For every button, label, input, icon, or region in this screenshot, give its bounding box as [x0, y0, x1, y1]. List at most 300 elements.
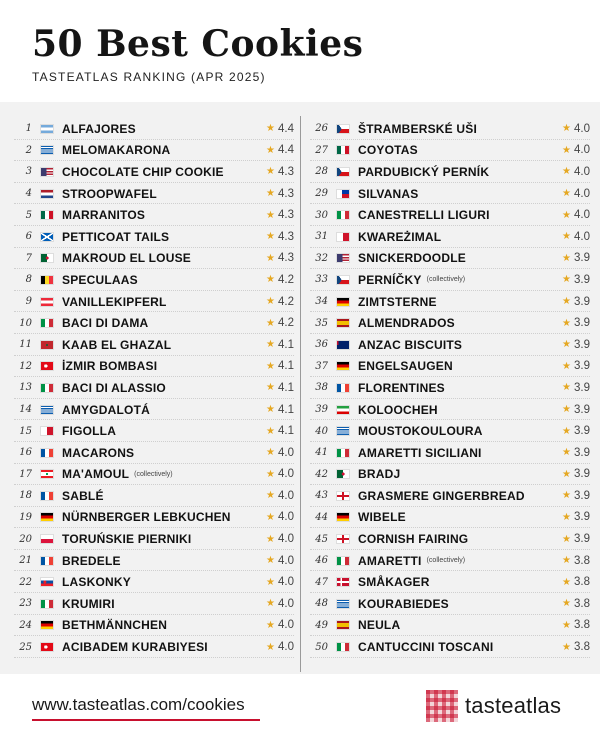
header	[32, 22, 572, 84]
flag-belgium-icon	[40, 275, 54, 285]
rank-number: 20	[19, 533, 32, 545]
star-icon: ★	[562, 641, 571, 653]
star-icon: ★	[562, 447, 571, 459]
flag-germany-icon	[40, 512, 54, 522]
flag-malta-icon	[40, 426, 54, 436]
rating	[562, 334, 590, 356]
ranking-row	[14, 356, 294, 378]
ranking-column-right	[310, 118, 590, 658]
star-icon: ★	[266, 619, 275, 631]
ranking-column-left	[14, 118, 294, 658]
rank-number: 43	[315, 490, 328, 502]
rating-value: 4.0	[574, 122, 590, 135]
page-title: 50 Best Cookies	[32, 23, 364, 65]
flag-philippines-icon	[336, 189, 350, 199]
rating	[562, 442, 590, 464]
rank-number: 22	[19, 576, 32, 588]
cookie-name[interactable]: PARDUBICKÝ PERNÍK	[358, 164, 490, 179]
ranking-row	[310, 399, 590, 421]
rank-number: 44	[315, 511, 328, 523]
ranking-panel	[0, 102, 600, 674]
flag-germany-icon	[336, 512, 350, 522]
star-icon: ★	[562, 555, 571, 567]
rating	[562, 312, 590, 334]
star-icon: ★	[266, 252, 275, 264]
rank-number: 37	[315, 360, 328, 372]
flag-morocco-icon	[40, 340, 54, 350]
star-icon: ★	[266, 360, 275, 372]
rank-number: 45	[315, 533, 328, 545]
flag-england-icon	[336, 491, 350, 501]
star-icon: ★	[266, 641, 275, 653]
ranking-row	[310, 248, 590, 270]
ranking-row	[310, 528, 590, 550]
rating-value: 4.0	[278, 446, 294, 459]
rating-value: 4.1	[278, 403, 294, 416]
ranking-row	[310, 118, 590, 140]
flag-czechia-icon	[336, 124, 350, 134]
rating	[266, 248, 294, 270]
flag-algeria-icon	[336, 469, 350, 479]
flag-italy-icon	[336, 642, 350, 652]
rating-value: 3.8	[574, 554, 590, 567]
rating	[562, 118, 590, 140]
rating-value: 4.2	[278, 273, 294, 286]
star-icon: ★	[266, 447, 275, 459]
star-icon: ★	[562, 404, 571, 416]
rank-number: 38	[315, 382, 328, 394]
rating	[266, 334, 294, 356]
ranking-row	[310, 442, 590, 464]
ranking-row	[14, 291, 294, 313]
flag-australia-icon	[336, 340, 350, 350]
cookie-name[interactable]: GRASMERE GINGERBREAD	[358, 488, 525, 503]
cookie-name[interactable]: STROOPWAFEL	[62, 186, 157, 201]
ranking-row	[14, 571, 294, 593]
rating-value: 3.8	[574, 576, 590, 589]
cookie-name[interactable]: KOLOOCHEH	[358, 402, 438, 417]
star-icon: ★	[562, 360, 571, 372]
ranking-row	[310, 161, 590, 183]
rating-value: 4.0	[278, 619, 294, 632]
cookie-name[interactable]: CANESTRELLI LIGURI	[358, 208, 490, 223]
rating-value: 4.2	[278, 295, 294, 308]
flag-italy-icon	[336, 448, 350, 458]
rating-value: 4.0	[574, 187, 590, 200]
rank-number: 36	[315, 339, 328, 351]
star-icon: ★	[562, 144, 571, 156]
cookie-name[interactable]: NÜRNBERGER LEBKUCHEN	[62, 510, 231, 525]
ranking-row	[14, 312, 294, 334]
star-icon: ★	[562, 166, 571, 178]
cookie-name[interactable]: AMARETTI	[358, 553, 422, 568]
rating	[562, 248, 590, 270]
rating	[266, 312, 294, 334]
cookie-name[interactable]: BRADJ	[358, 467, 401, 482]
rating	[266, 183, 294, 205]
cookie-name[interactable]: ACIBADEM KURABIYESI	[62, 640, 208, 655]
flag-france-icon	[40, 556, 54, 566]
rating	[266, 571, 294, 593]
star-icon: ★	[266, 490, 275, 502]
rank-number: 27	[315, 144, 328, 156]
cookie-name[interactable]: ŠTRAMBERSKÉ UŠI	[358, 121, 478, 136]
rating-value: 4.0	[278, 489, 294, 502]
cookie-name[interactable]: LASKONKY	[62, 575, 131, 590]
rank-number: 40	[315, 425, 328, 437]
star-icon: ★	[266, 555, 275, 567]
tasteatlas-logo	[426, 690, 561, 722]
rank-number: 26	[315, 123, 328, 135]
ranking-row	[310, 593, 590, 615]
rank-number: 18	[19, 490, 32, 502]
rank-number: 50	[315, 641, 328, 653]
cookie-name[interactable]: MELOMAKARONA	[62, 143, 171, 158]
rating-value: 3.9	[574, 273, 590, 286]
cookie-name[interactable]: VANILLEKIPFERL	[62, 294, 167, 309]
rank-number: 28	[315, 166, 328, 178]
rating	[562, 593, 590, 615]
ranking-row	[310, 485, 590, 507]
rating	[562, 615, 590, 637]
cookie-name[interactable]: ZIMTSTERNE	[358, 294, 437, 309]
flag-germany-icon	[336, 361, 350, 371]
flag-lebanon-icon	[40, 469, 54, 479]
flag-czechia-icon	[336, 167, 350, 177]
rating-value: 4.0	[574, 144, 590, 157]
rank-number: 12	[19, 360, 32, 372]
cookie-name[interactable]: AMARETTI SICILIANI	[358, 445, 482, 460]
star-icon: ★	[266, 339, 275, 351]
rating-value: 3.9	[574, 252, 590, 265]
star-icon: ★	[266, 317, 275, 329]
cookie-name[interactable]: SNICKERDOODLE	[358, 251, 466, 266]
rating	[562, 550, 590, 572]
flag-argentina-icon	[40, 124, 54, 134]
rank-number: 1	[25, 123, 32, 135]
cookie-name[interactable]: SPECULAAS	[62, 272, 138, 287]
rating-value: 4.0	[574, 230, 590, 243]
rating	[562, 226, 590, 248]
star-icon: ★	[266, 468, 275, 480]
rank-number: 3	[25, 166, 32, 178]
flag-malta-icon	[336, 232, 350, 242]
star-icon: ★	[266, 511, 275, 523]
rating	[562, 183, 590, 205]
ranking-row	[14, 464, 294, 486]
rating	[266, 550, 294, 572]
rank-number: 8	[25, 274, 32, 286]
rating	[266, 615, 294, 637]
ranking-row	[14, 226, 294, 248]
rank-number: 34	[315, 296, 328, 308]
cookie-name[interactable]: ENGELSAUGEN	[358, 359, 453, 374]
flag-netherlands-icon	[40, 189, 54, 199]
ranking-row	[14, 528, 294, 550]
ranking-row	[14, 118, 294, 140]
rating	[266, 507, 294, 529]
cookie-name[interactable]: SMÅKAGER	[358, 575, 430, 590]
rank-number: 23	[19, 598, 32, 610]
rating-value: 3.9	[574, 468, 590, 481]
rank-number: 4	[25, 188, 32, 200]
ranking-row	[310, 269, 590, 291]
flag-czechia-icon	[336, 275, 350, 285]
rating-value: 4.0	[278, 468, 294, 481]
rating-value: 3.9	[574, 338, 590, 351]
rating	[562, 399, 590, 421]
flag-italy-icon	[40, 383, 54, 393]
ranking-row	[14, 615, 294, 637]
rating-value: 4.3	[278, 252, 294, 265]
ranking-row	[310, 550, 590, 572]
star-icon: ★	[562, 252, 571, 264]
rating	[266, 269, 294, 291]
rating-value: 3.9	[574, 446, 590, 459]
ranking-row	[14, 161, 294, 183]
rank-number: 7	[25, 252, 32, 264]
cookie-name[interactable]: FLORENTINES	[358, 380, 445, 395]
star-icon: ★	[266, 382, 275, 394]
flag-france-icon	[336, 383, 350, 393]
flag-scotland-icon	[40, 232, 54, 242]
checkered-tablecloth-icon	[426, 690, 458, 722]
rating	[266, 118, 294, 140]
ranking-row	[310, 636, 590, 658]
star-icon: ★	[562, 576, 571, 588]
cookie-name[interactable]: ANZAC BISCUITS	[358, 337, 463, 352]
cookie-name[interactable]: FIGOLLA	[62, 424, 117, 439]
cookie-name[interactable]: MAKROUD EL LOUSE	[62, 251, 191, 266]
cookie-name[interactable]: KWAREŻIMAL	[358, 229, 442, 244]
logo-wordmark: tasteatlas	[465, 693, 562, 718]
star-icon: ★	[562, 188, 571, 200]
rating	[266, 485, 294, 507]
rating	[266, 593, 294, 615]
cookie-name[interactable]: CORNISH FAIRING	[358, 532, 469, 547]
cookie-name[interactable]: CANTUCCINI TOSCANI	[358, 640, 494, 655]
rating	[266, 204, 294, 226]
rating	[562, 464, 590, 486]
rank-number: 2	[25, 144, 32, 156]
cookie-name[interactable]: MA'AMOUL	[62, 467, 130, 482]
ranking-row	[14, 334, 294, 356]
rating	[562, 528, 590, 550]
rating	[562, 507, 590, 529]
ranking-row	[14, 550, 294, 572]
flag-mexico-icon	[40, 210, 54, 220]
ranking-row	[14, 442, 294, 464]
rating	[562, 269, 590, 291]
cookie-name[interactable]: ALFAJORES	[62, 121, 136, 136]
flag-italy-icon	[336, 556, 350, 566]
cookie-name[interactable]: BACI DI DAMA	[62, 316, 149, 331]
flag-italy-icon	[336, 210, 350, 220]
rating	[266, 226, 294, 248]
website-url: www.tasteatlas.com/cookies	[32, 695, 245, 714]
ranking-row	[310, 420, 590, 442]
ranking-row	[310, 377, 590, 399]
star-icon: ★	[562, 425, 571, 437]
rating	[562, 140, 590, 162]
ranking-row	[310, 312, 590, 334]
flag-greece-icon	[40, 405, 54, 415]
rating-value: 4.1	[278, 381, 294, 394]
rating-value: 4.3	[278, 230, 294, 243]
flag-england-icon	[336, 534, 350, 544]
cookie-name[interactable]: KRUMIRI	[62, 596, 115, 611]
ranking-row	[310, 615, 590, 637]
ranking-row	[14, 399, 294, 421]
rating	[562, 161, 590, 183]
flag-usa-icon	[40, 167, 54, 177]
rating-value: 3.8	[574, 619, 590, 632]
rating	[266, 356, 294, 378]
rank-number: 49	[315, 619, 328, 631]
rank-number: 32	[315, 252, 328, 264]
rank-number: 10	[19, 317, 32, 329]
flag-france-icon	[40, 448, 54, 458]
ranking-row	[310, 226, 590, 248]
star-icon: ★	[266, 598, 275, 610]
website-link[interactable]	[32, 695, 245, 715]
rank-number: 9	[25, 296, 32, 308]
cookie-name[interactable]: PETTICOAT TAILS	[62, 229, 170, 244]
cookie-name[interactable]: MOUSTOKOULOURA	[358, 424, 483, 439]
rating-value: 4.0	[278, 511, 294, 524]
column-divider	[300, 116, 301, 672]
rating-value: 4.0	[574, 165, 590, 178]
flag-spain-icon	[336, 318, 350, 328]
rating-value: 4.2	[278, 317, 294, 330]
cookie-name[interactable]: COYOTAS	[358, 143, 418, 158]
flag-germany-icon	[336, 297, 350, 307]
cookie-name[interactable]: SABLÉ	[62, 488, 104, 503]
star-icon: ★	[562, 317, 571, 329]
cookie-name[interactable]: CHOCOLATE CHIP COOKIE	[62, 164, 224, 179]
cookie-name[interactable]: BETHMÄNNCHEN	[62, 618, 168, 633]
star-icon: ★	[562, 511, 571, 523]
cookie-name[interactable]: MARRANITOS	[62, 208, 146, 223]
rank-number: 13	[19, 382, 32, 394]
flag-france-icon	[40, 491, 54, 501]
rating-value: 3.9	[574, 425, 590, 438]
rank-number: 17	[19, 468, 32, 480]
rating-value: 4.1	[278, 360, 294, 373]
cookie-name[interactable]: PERNÍČKY	[358, 272, 422, 287]
rating	[266, 420, 294, 442]
star-icon: ★	[562, 598, 571, 610]
ranking-row	[14, 485, 294, 507]
rank-number: 25	[19, 641, 32, 653]
flag-usa-icon	[336, 253, 350, 263]
rank-number: 14	[19, 404, 32, 416]
rating	[266, 464, 294, 486]
cookie-name[interactable]: KAAB EL GHAZAL	[62, 337, 172, 352]
rating-value: 3.9	[574, 533, 590, 546]
star-icon: ★	[266, 144, 275, 156]
rating-value: 3.9	[574, 295, 590, 308]
rating-value: 3.9	[574, 489, 590, 502]
ranking-row	[310, 464, 590, 486]
collectively-note: (collectively)	[426, 557, 466, 565]
rating-value: 4.3	[278, 165, 294, 178]
flag-turkey-icon	[40, 361, 54, 371]
rank-number: 29	[315, 188, 328, 200]
star-icon: ★	[562, 209, 571, 221]
flag-germany-icon	[40, 620, 54, 630]
ranking-row	[310, 571, 590, 593]
rating	[562, 420, 590, 442]
rating-value: 4.3	[278, 209, 294, 222]
rating	[562, 571, 590, 593]
rank-number: 47	[315, 576, 328, 588]
rating	[266, 377, 294, 399]
star-icon: ★	[266, 296, 275, 308]
rating-value: 4.1	[278, 338, 294, 351]
rating-value: 4.0	[278, 576, 294, 589]
flag-algeria-icon	[40, 253, 54, 263]
cookie-name[interactable]: SILVANAS	[358, 186, 419, 201]
rating	[562, 356, 590, 378]
flag-greece-icon	[336, 599, 350, 609]
ranking-row	[14, 248, 294, 270]
cookie-name[interactable]: KOURABIEDES	[358, 596, 449, 611]
cookie-name[interactable]: MACARONS	[62, 445, 135, 460]
flag-poland-icon	[40, 534, 54, 544]
rank-number: 46	[315, 555, 328, 567]
rating-value: 3.9	[574, 360, 590, 373]
flag-greece-icon	[40, 145, 54, 155]
rating-value: 4.0	[278, 554, 294, 567]
cookie-name[interactable]: İZMIR BOMBASI	[62, 359, 158, 374]
ranking-row	[14, 507, 294, 529]
rating-value: 4.1	[278, 425, 294, 438]
flag-mexico-icon	[336, 145, 350, 155]
star-icon: ★	[266, 274, 275, 286]
flag-slovakia-icon	[40, 577, 54, 587]
rating-value: 4.4	[278, 144, 294, 157]
cookie-name[interactable]: BREDELE	[62, 553, 121, 568]
rank-number: 35	[315, 317, 328, 329]
star-icon: ★	[266, 404, 275, 416]
ranking-row	[14, 183, 294, 205]
ranking-row	[310, 334, 590, 356]
rank-number: 48	[315, 598, 328, 610]
star-icon: ★	[562, 490, 571, 502]
page-subtitle: TASTEATLAS RANKING (APR 2025)	[32, 70, 266, 84]
rank-number: 11	[19, 339, 32, 351]
rating	[266, 291, 294, 313]
rating-value: 4.0	[278, 641, 294, 654]
star-icon: ★	[266, 209, 275, 221]
cookie-name[interactable]: NEULA	[358, 618, 401, 633]
rank-number: 30	[315, 209, 328, 221]
star-icon: ★	[562, 274, 571, 286]
cookie-name[interactable]: TORUŃSKIE PIERNIKI	[62, 532, 192, 547]
cookie-name[interactable]: ALMENDRADOS	[358, 316, 455, 331]
star-icon: ★	[266, 231, 275, 243]
cookie-name[interactable]: AMYGDALOTÁ	[62, 402, 150, 417]
cookie-name[interactable]: WIBELE	[358, 510, 406, 525]
rank-number: 31	[315, 231, 328, 243]
flag-turkey-icon	[40, 642, 54, 652]
cookie-name[interactable]: BACI DI ALASSIO	[62, 380, 166, 395]
star-icon: ★	[562, 468, 571, 480]
flag-italy-icon	[40, 318, 54, 328]
rank-number: 41	[315, 447, 328, 459]
ranking-row	[310, 204, 590, 226]
